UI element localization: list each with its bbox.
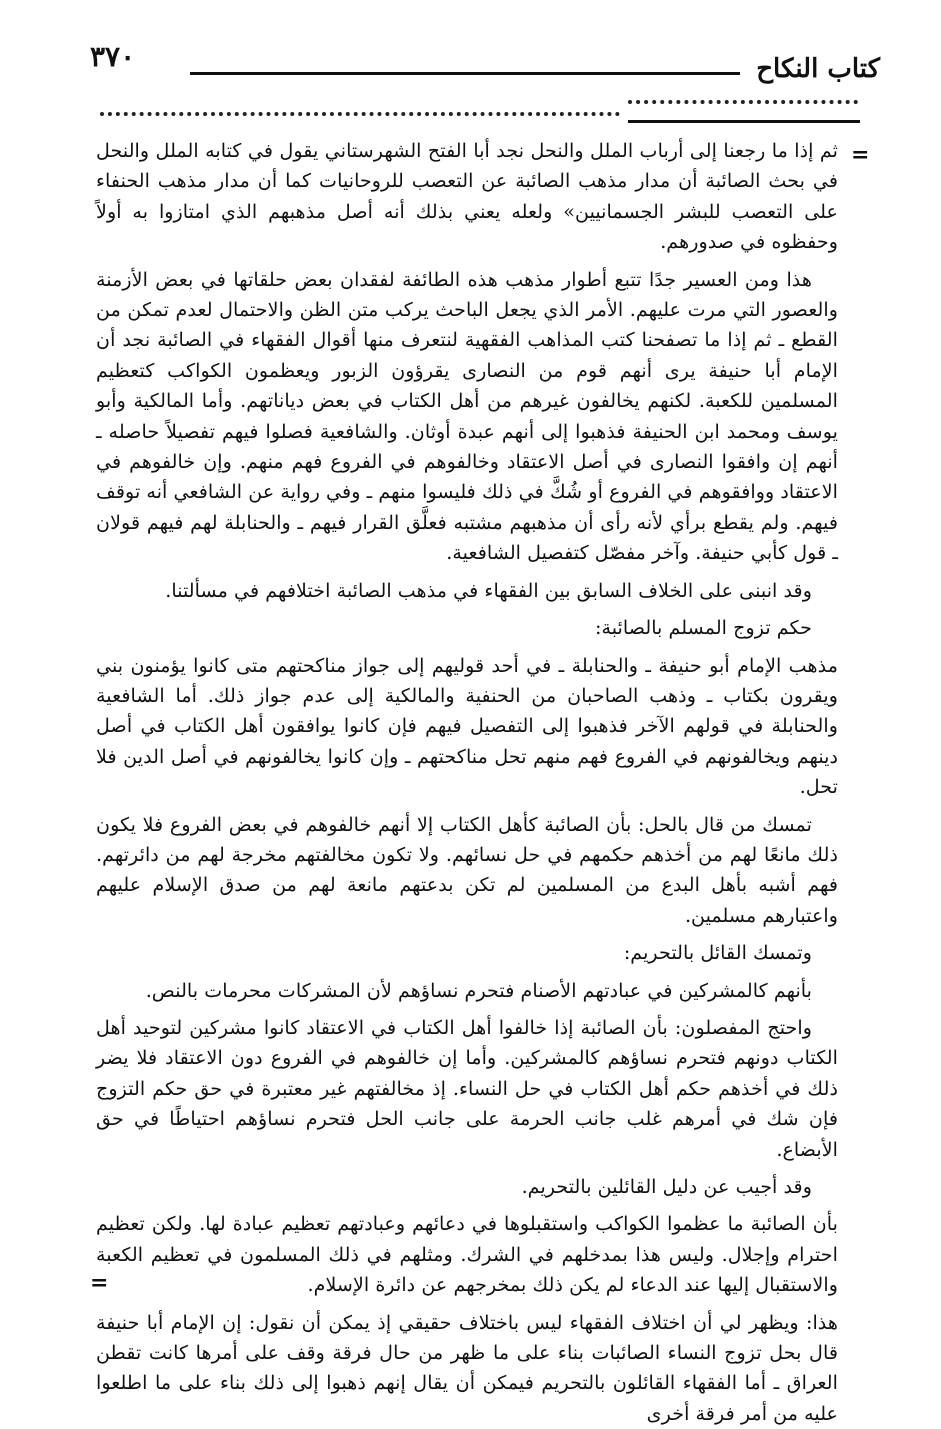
header-rule (190, 72, 740, 75)
paragraph: تمسك من قال بالحل: بأن الصائبة كأهل الكتاب إلا أنهم خالفوهم في بعض الفروع فلا يكون ذلك مانعًا لهم من أخذهم حكمهم في حل نسائهم. ولا تكون مخالفتهم مخرجة لهم من دائرتهم. فهم أشبه بأهل البدع من المسلمين لم تكن بدعتهم مانعة لهم من صدق الإسلام عليهم واعتبارهم مسلمين. (96, 812, 838, 927)
paragraph: وقد أجيب عن دليل القائلين بالتحريم. (521, 1175, 812, 1198)
header-dotted-rule-left (100, 112, 620, 116)
paragraph: مذهب الإمام أبو حنيفة ـ والحنابلة ـ في أحد قوليهم إلى جواز مناكحتهم متى كانوا يؤمنون بني ويقرون بكتاب ـ وذهب الصاحبان من الحنفية والمالكية إلى عدم جواز ذلك. أما الشافعية والحنابلة في قولهم الآخر فذهبوا إلى التفصيل فيهم فإن كانوا يوافقون أهل الكتاب في أصل دينهم ويخالفونهم في الفروع فهم منهم تحل مناكحتهم ـ وإن كانوا يخالفونهم في أصل الدين فلا تحل. (96, 653, 838, 799)
paragraph: بأنهم كالمشركين في عبادتهم الأصنام فتحرم نساؤهم لأن المشركات محرمات بالنص. (145, 978, 812, 1002)
header-separator (628, 120, 860, 123)
body-text (96, 136, 838, 1425)
book-title: كتاب النكاح (756, 54, 880, 84)
header-dotted-rule-right (628, 100, 858, 104)
paragraph: بأن الصائبة ما عظموا الكواكب واستقبلوها في دعائهم وعبادتهم تعظيم عبادة لها. ولكن تعظيم احترام وإجلال. وليس هذا بمدخلهم في الشرك. ومثلهم في ذلك المسلمون في تعظيم الكعبة والاستقبال إليها عند الدعاء لم يكن ذلك بمخرجهم عن دائرة الإسلام. (96, 1212, 838, 1297)
paragraph: هذا: ويظهر لي أن اختلاف الفقهاء ليس باختلاف حقيقي إذ يمكن أن نقول: إن الإمام أبا حنيفة قال بحل تزوج النساء الصائبات بناء على ما ظهر من حال فرقة وقف على أمرها كانت تقطن العراق ـ أما الفقهاء القائلون بالتحريم فيمكن أن يقال إنهم ذهبوا إلى ذلك بناء على ما اطلعوا عليه من أمر فرقة أخرى (96, 1310, 838, 1425)
paragraph: وقد انبنى على الخلاف السابق بين الفقهاء في مذهب الصائبة اختلافهم في مسألتنا. (165, 578, 812, 602)
paragraph: واحتج المفصلون: بأن الصائبة إذا خالفوا أهل الكتاب في الاعتقاد كانوا مشركين لتوحيد أهل الكتاب دونهم فتحرم نساؤهم كالمشركين. وأما إن خالفوهم في الفروع دون الاعتقاد فلا يضر ذلك في أخذهم حكم أهل الكتاب في حل النساء. إذ مخالفتهم غير معتبرة في حق حكم التزوج فإن شك في أمرهم غلب جانب الحرمة على جانب الحل فتحرم نساؤهم احتياطًا في حق الأبضاع. (96, 1015, 838, 1161)
paragraph: هذا ومن العسير جدًا تتبع أطوار مذهب هذه الطائفة لفقدان بعض حلقاتها في بعض الأزمنة والعصور التي مرت عليهم. الأمر الذي يجعل الباحث يركب متن الظن والاحتمال لعدم تمكن من القطع ـ ثم إذا ما تصفحنا كتب المذاهب الفقهية لنتعرف منها أقوال الفقهاء في الصائبة نجد أن الإمام أبا حنيفة يرى أنهم قوم من النصارى يقرؤون الزبور ويعظمون الكواكب كتعظيم المسلمين للكعبة. لكنهم يخالفون غيرهم من أهل الكتاب في بعض دياناتهم. وأما المالكية وأبو يوسف ومحمد ابن الحنيفة فذهبوا إلى أنهم عبدة أوثان. والشافعية فصلوا فيهم تفصيلاً حاصله ـ أنهم إن وافقوا النصارى في أصل الاعتقاد وخالفوهم في الفروع فهم منهم. وإن خالفوهم في الاعتقاد ووافقوهم في الفروع أو شُكَّ في ذلك فليسوا منهم ـ وفي رواية عن الشافعي أنه توقف فيهم. ولم يقطع برأي لأنه رأى أن مذهبهم مشتبه فعلَّق القرار فيهم ـ والحنابلة لهم فيهم قولان ـ قول كأبي حنيفة. وآخر مفصّل كتفصيل الشافعية. (96, 267, 838, 565)
page-number: ٣٧٠ (90, 40, 136, 73)
section-heading: حكم تزوج المسلم بالصائبة: (594, 616, 812, 640)
section-heading: وتمسك القائل بالتحريم: (623, 941, 812, 965)
paragraph: ثم إذا ما رجعنا إلى أرباب الملل والنحل نجد أبا الفتح الشهرستاني يقول في كتابه الملل والنحل في بحث الصائبة أن مدار مذهب الصائبة عن التعصب للروحانيات كما أن مدار مذهب الحنفاء على التعصب للبشر الجسمانيين» ولعله يعني بذلك أنه أصل مذهبهم الذي امتازوا به أولاً وحفظوه في صدورهم. (96, 139, 838, 254)
continuation-mark: = (851, 142, 870, 168)
page-header (90, 40, 880, 90)
end-continuation-mark: = (90, 1270, 109, 1296)
